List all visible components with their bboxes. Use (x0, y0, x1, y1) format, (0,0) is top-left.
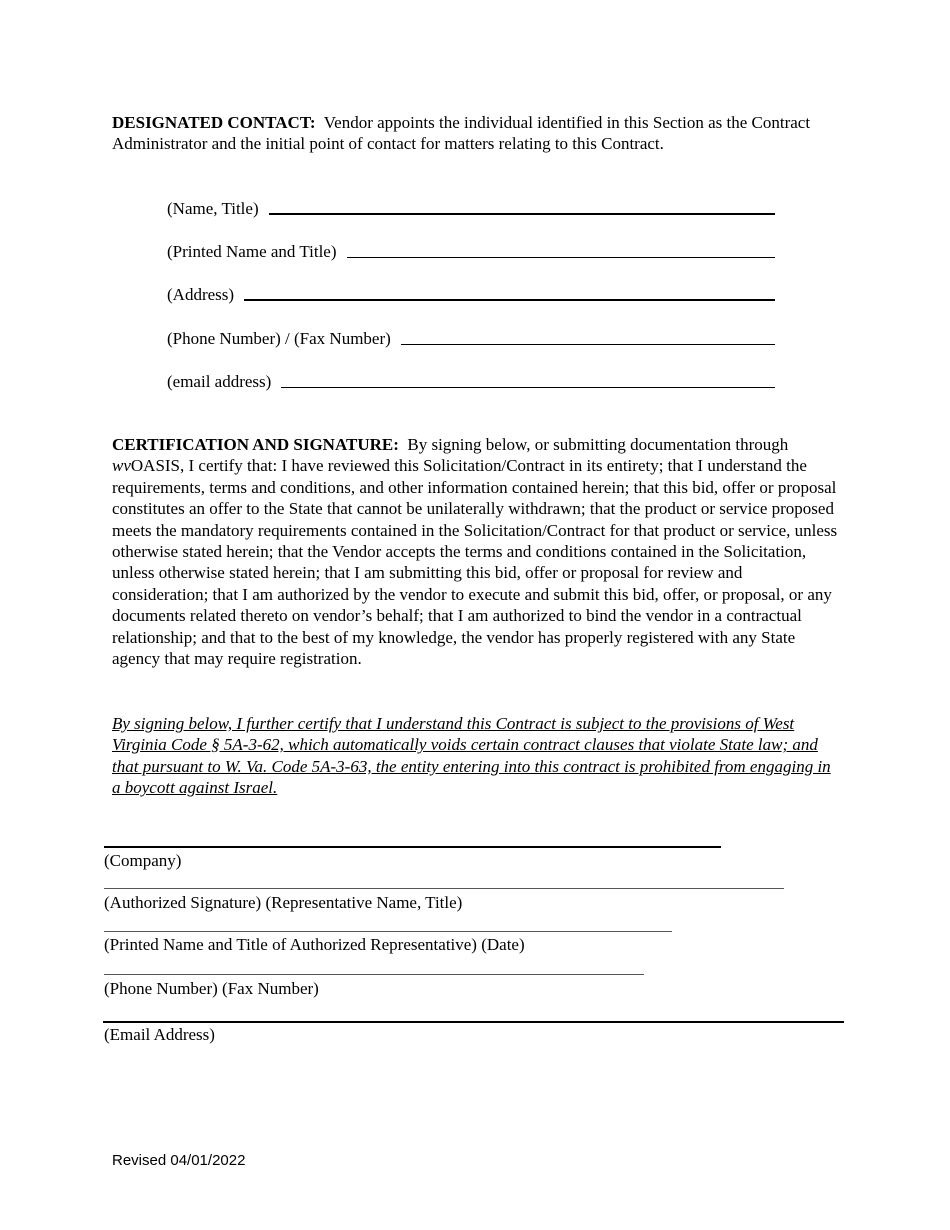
revision-footer: Revised 04/01/2022 (112, 1152, 246, 1169)
contact-field-label: (Phone Number) / (Fax Number) (167, 329, 391, 348)
certification-text-part1: By signing below, or submitting documentation through (407, 435, 789, 454)
contact-field-label: (Address) (167, 285, 235, 304)
company-signature-line[interactable] (104, 846, 721, 848)
certification-text-part2: OASIS, I certify that: I have reviewed this Solicitation/Contract in its entirety; that I understand the requirements, terms and conditions, and other information contained herein; that this bid, offer or proposal constitutes an offer to the State that cannot be unilaterally withdrawn; that the product or service proposed meets the mandatory requirements contained in the Solicitation/Contract for that product or service, unless otherwise stated herein; that the Vendor accepts the terms and conditions contained in the Solicitation, unless otherwise stated herein; that I am submitting this bid, offer or proposal for review and consideration; that I am authorized by the vendor to execute and submit this bid, offer, or proposal, or any documents related thereto on vendor’s behalf; that I am authorized to bind the vendor in a contractual relationship; and that to the best of my knowledge, the vendor has properly registered with any State agency that may require registration. (112, 456, 838, 669)
company-label: (Company) (104, 851, 182, 870)
contact-field-label: (email address) (167, 372, 272, 391)
email-line[interactable] (103, 1021, 844, 1023)
phone-fax-line[interactable] (104, 974, 644, 975)
contact-field-line[interactable] (244, 298, 775, 301)
certification-heading: CERTIFICATION AND SIGNATURE: (112, 435, 399, 454)
printed-name-label: (Printed Name and Title of Authorized Representative) (Date) (104, 935, 525, 954)
contact-field-email (167, 369, 775, 393)
printed-name-line[interactable] (104, 931, 672, 932)
phone-fax-label: (Phone Number) (Fax Number) (104, 979, 319, 998)
email-label: (Email Address) (104, 1025, 215, 1044)
contact-field-printed-name (167, 239, 775, 263)
certification-paragraph (112, 434, 838, 669)
contact-field-phone-fax (167, 326, 775, 350)
contact-field-name-title (167, 196, 775, 220)
designated-contact-heading: DESIGNATED CONTACT: (112, 113, 316, 132)
authorized-signature-line[interactable] (104, 888, 784, 889)
contact-field-address (167, 282, 775, 306)
certification-italic-prefix: wv (112, 456, 131, 476)
contact-field-line[interactable] (281, 386, 775, 388)
contact-field-label: (Name, Title) (167, 199, 259, 218)
contact-field-label: (Printed Name and Title) (167, 242, 337, 261)
designated-contact-paragraph (112, 112, 838, 155)
designated-contact-text: Vendor appoints the individual identified in this Section as the Contract Administrator and the initial point of contact for matters relating to this Contract. (112, 113, 811, 154)
further-certify-paragraph: By signing below, I further certify that I understand this Contract is subject to the provisions of West Virginia Code § 5A-3-62, which automatically voids certain contract clauses that violate State law; and that pursuant to W. Va. Code 5A-3-63, the entity entering into this contract is prohibited from engaging in a boycott against Israel. (112, 714, 831, 798)
contact-field-line[interactable] (269, 212, 775, 215)
authorized-signature-label: (Authorized Signature) (Representative Name, Title) (104, 893, 463, 912)
contact-field-line[interactable] (401, 343, 775, 345)
contact-field-line[interactable] (347, 256, 775, 258)
